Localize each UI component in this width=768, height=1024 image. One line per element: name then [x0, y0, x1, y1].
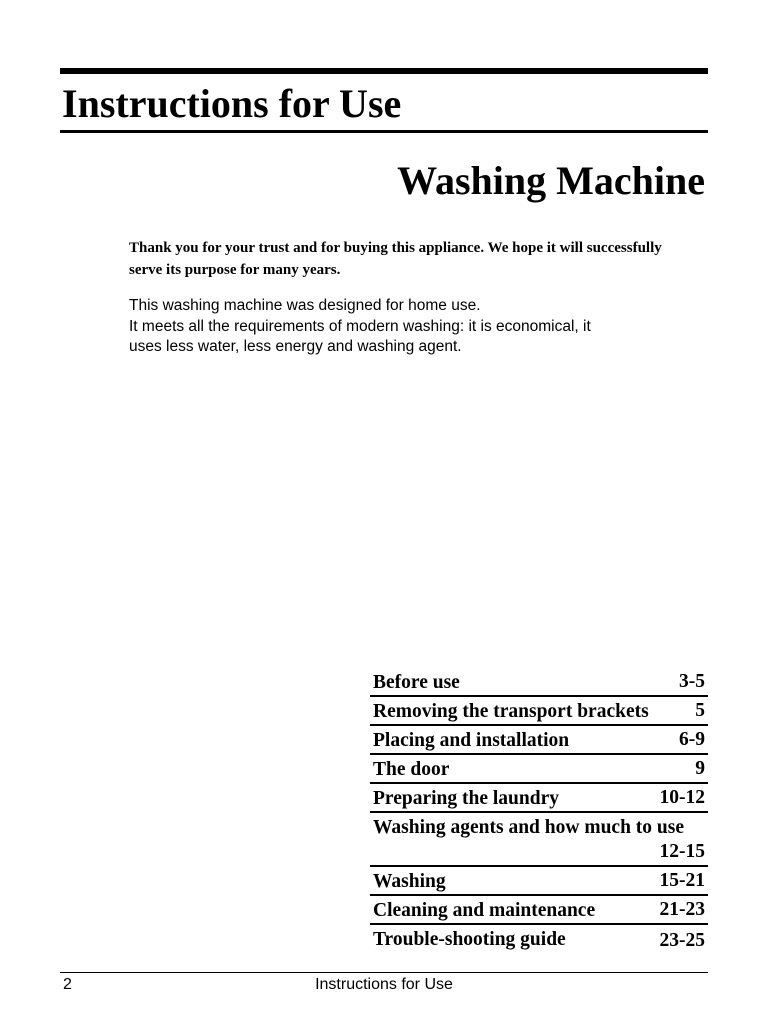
intro-body-paragraph [129, 296, 709, 358]
document-title: Instructions for Use [62, 81, 402, 126]
intro-line: This washing machine was designed for home use. [129, 297, 481, 314]
toc-entry-label: Washing agents and how much to use [373, 817, 684, 838]
toc-entry[interactable] [370, 784, 708, 813]
toc-entry[interactable] [370, 896, 708, 925]
toc-entry-pages: 12-15 [659, 841, 705, 862]
toc-entry-pages: 9 [695, 758, 705, 779]
toc-entry-pages: 23-25 [659, 930, 705, 951]
toc-entry-pages: 6-9 [679, 729, 705, 750]
toc-entry-label: Removing the transport brackets [373, 701, 649, 722]
intro-line: uses less water, less energy and washing agent. [129, 338, 462, 355]
toc-entry[interactable] [370, 813, 708, 867]
toc-entry-label: Before use [373, 672, 460, 693]
toc-entry[interactable] [370, 755, 708, 784]
toc-entry[interactable] [370, 925, 708, 954]
toc-entry-label: Cleaning and maintenance [373, 900, 596, 921]
toc-entry-label: Preparing the laundry [373, 788, 559, 809]
toc-entry-label: Washing [373, 871, 446, 892]
footer-rule [60, 972, 708, 973]
page-number: 2 [63, 976, 72, 993]
toc-entry-label: Trouble-shooting guide [373, 929, 566, 950]
toc-entry-pages: 5 [695, 700, 705, 721]
toc-entry-pages: 10-12 [659, 787, 705, 808]
table-of-contents [370, 668, 708, 954]
toc-entry-label: The door [373, 759, 450, 780]
toc-entry[interactable] [370, 726, 708, 755]
product-name: Washing Machine [397, 158, 705, 203]
toc-entry-pages: 15-21 [659, 870, 705, 891]
intro-thanks-paragraph: Thank you for your trust and for buying this appliance. We hope it will successfully serve its purpose for many years. [129, 240, 662, 278]
toc-entry-pages: 21-23 [659, 899, 705, 920]
intro-line: It meets all the requirements of modern washing: it is economical, it [129, 317, 591, 335]
toc-entry-label: Placing and installation [373, 730, 570, 751]
header-rule-thick [60, 68, 708, 74]
title-rule [60, 130, 708, 133]
footer-title: Instructions for Use [315, 976, 453, 993]
toc-entry[interactable] [370, 668, 708, 697]
toc-entry-pages: 3-5 [679, 671, 705, 692]
toc-entry[interactable] [370, 867, 708, 896]
toc-entry[interactable] [370, 697, 708, 726]
